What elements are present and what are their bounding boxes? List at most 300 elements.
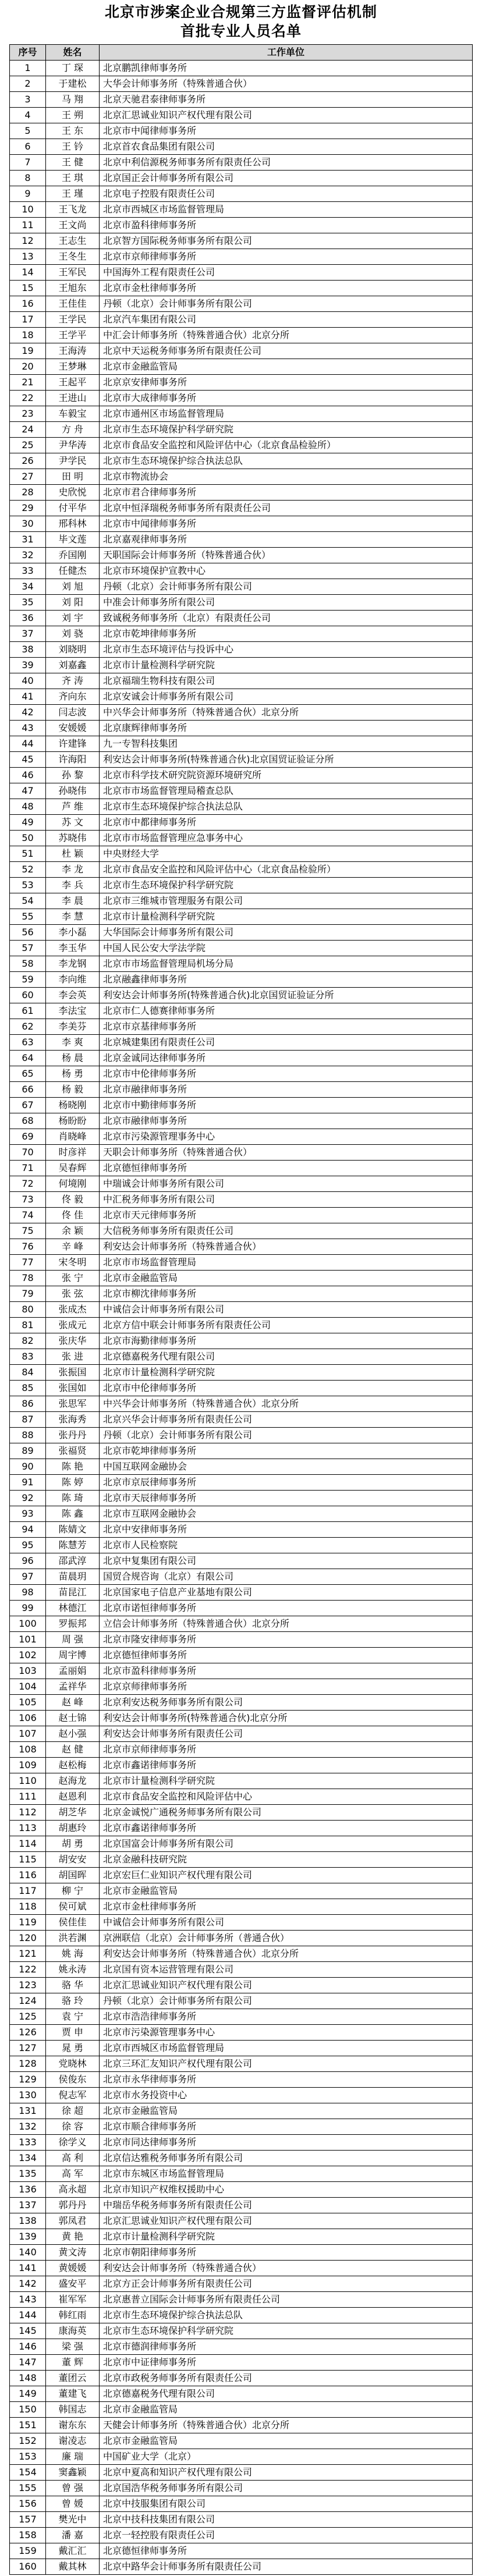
cell-name: 党晓林 [46,2056,100,2071]
table-row [10,1931,473,1946]
table-row [10,862,473,878]
table-row [10,878,473,893]
cell-no: 34 [10,579,46,594]
table-row [10,1491,473,1506]
cell-no: 115 [10,1852,46,1867]
cell-no: 94 [10,1522,46,1537]
cell-name: 李 晨 [46,893,100,909]
cell-unit: 北京市计量检测科学研究院 [100,1365,473,1380]
table-row [10,1192,473,1208]
cell-no: 119 [10,1915,46,1930]
table-row [10,658,473,673]
cell-name: 田 明 [46,469,100,484]
table-row [10,2339,473,2355]
table-row [10,1663,473,1679]
table-row [10,1302,473,1318]
cell-unit: 北京中夏高和知识产权代理有限公司 [100,2465,473,2480]
cell-name: 李法宝 [46,1003,100,1019]
cell-unit: 北京市金融监管局 [100,1271,473,1286]
table-row [10,1208,473,1223]
cell-unit: 北京市中伦律师事务所 [100,1381,473,1396]
cell-unit: 北京市融律师事务所 [100,1082,473,1097]
cell-name: 周宇博 [46,1648,100,1663]
cell-no: 138 [10,2213,46,2229]
cell-unit: 北京市互联网金融协会 [100,1506,473,1521]
table-row [10,61,473,76]
cell-no: 5 [10,123,46,139]
cell-name: 侯俊东 [46,2072,100,2087]
cell-name: 苏 文 [46,815,100,830]
cell-unit: 利安达会计师事务所有限责任公司 [100,1726,473,1741]
cell-unit: 北京市人民检察院 [100,1538,473,1553]
cell-name: 刘嘉鑫 [46,658,100,673]
cell-name: 王 健 [46,155,100,170]
cell-unit: 北京市中伦律师事务所 [100,1066,473,1081]
cell-unit: 天职国际会计师事务所（特殊普通合伙） [100,548,473,563]
table-row [10,391,473,406]
table-row [10,375,473,391]
cell-name: 方 舟 [46,422,100,437]
table-row [10,469,473,485]
cell-no: 99 [10,1601,46,1616]
cell-unit: 北京中路华会计师事务所有限责任公司 [100,2559,473,2574]
table-row [10,972,473,988]
cell-unit: 北京市东城区市场监督管理局 [100,2166,473,2181]
cell-unit: 北京中技服集团有限公司 [100,2496,473,2511]
table-row [10,2371,473,2386]
table-row [10,1066,473,1082]
cell-name: 王 东 [46,123,100,139]
cell-name: 王进山 [46,391,100,406]
table-row [10,1333,473,1349]
cell-no: 55 [10,909,46,924]
table-row [10,1632,473,1648]
cell-no: 6 [10,139,46,154]
table-row [10,233,473,249]
cell-unit: 北京市市场监督管理局稽查总队 [100,783,473,799]
cell-name: 宋冬明 [46,1255,100,1270]
cell-unit: 北京市生态环境保护综合执法总队 [100,453,473,469]
cell-no: 137 [10,2198,46,2213]
cell-unit: 北京市计量检测科学研究院 [100,2229,473,2244]
table-row [10,909,473,925]
table-row [10,2449,473,2465]
cell-name: 苏晓伟 [46,831,100,846]
cell-no: 37 [10,626,46,641]
cell-no: 2 [10,76,46,91]
cell-unit: 北京市生态环境保护科学研究院 [100,422,473,437]
cell-no: 1 [10,61,46,76]
cell-no: 104 [10,1679,46,1694]
cell-no: 89 [10,1443,46,1459]
cell-name: 张 进 [46,1349,100,1364]
cell-unit: 北京融鑫律师事务所 [100,972,473,987]
cell-no: 39 [10,658,46,673]
cell-unit: 利安达会计师事务所(特殊普通合伙)北京分所 [100,1711,473,1726]
cell-name: 李小磊 [46,925,100,940]
cell-no: 80 [10,1302,46,1317]
cell-unit: 北京市食品安全监控和风险评估中心（北京食品检验所） [100,862,473,877]
table-row [10,2072,473,2088]
table-row [10,1883,473,1899]
table-row [10,1978,473,1993]
cell-name: 廉 瑞 [46,2449,100,2464]
table-row [10,2323,473,2339]
cell-name: 付平华 [46,501,100,516]
cell-name: 罗振邦 [46,1616,100,1631]
table-row [10,328,473,343]
cell-unit: 北京市计量检测科学研究院 [100,1773,473,1789]
cell-unit: 利安达会计师事务所(特殊普通合伙)北京国贸证验证分所 [100,988,473,1003]
table-row [10,2418,473,2433]
cell-unit: 北京市中闻律师事务所 [100,123,473,139]
cell-no: 10 [10,202,46,217]
cell-unit: 丹顿（北京）会计师事务所有限公司 [100,579,473,594]
cell-name: 于建松 [46,76,100,91]
cell-name: 丁 琛 [46,61,100,76]
table-row [10,2041,473,2056]
cell-name: 姚 海 [46,1946,100,1961]
cell-unit: 北京市污染源管理事务中心 [100,1129,473,1144]
table-row [10,108,473,123]
cell-name: 侯可斌 [46,1899,100,1914]
cell-unit: 北京市金杜律师事务所 [100,1899,473,1914]
table-row [10,1821,473,1836]
cell-unit: 北京市德润律师事务所 [100,2339,473,2354]
cell-name: 吴春辉 [46,1161,100,1176]
cell-unit: 北京安诚会计师事务所有限公司 [100,689,473,704]
cell-unit: 北京金融科技研究院 [100,1852,473,1867]
cell-unit: 中瑞岳华税务师事务所有限责任公司 [100,2198,473,2213]
cell-no: 103 [10,1663,46,1679]
cell-name: 刘晓明 [46,642,100,657]
cell-unit: 国贸合规咨询（北京）有限公司 [100,1569,473,1584]
cell-name: 辛 峰 [46,1239,100,1254]
cell-no: 81 [10,1318,46,1333]
table-row [10,626,473,642]
cell-name: 赵松梅 [46,1758,100,1773]
table-row [10,2465,473,2481]
cell-unit: 天职会计师事务所（特殊普通合伙） [100,1145,473,1160]
cell-no: 130 [10,2088,46,2103]
cell-no: 23 [10,406,46,421]
table-row [10,2245,473,2261]
cell-unit: 北京市鑫诺律师事务所 [100,1821,473,1836]
table-row [10,2528,473,2543]
table-row [10,1271,473,1286]
table-row [10,2213,473,2229]
table-row [10,1522,473,1538]
cell-unit: 北京市市场监督管理局 [100,1255,473,1270]
title-line-2: 首批专业人员名单 [180,23,302,40]
cell-unit: 北京汇思诚业知识产权代理有限公司 [100,1978,473,1993]
table-row [10,1396,473,1412]
cell-name: 闫志波 [46,705,100,720]
cell-unit: 北京德嘉税务代理有限公司 [100,2386,473,2401]
cell-name: 晁 勇 [46,2041,100,2056]
cell-no: 113 [10,1821,46,1836]
table-row [10,2198,473,2213]
cell-unit: 北京市天辰律师事务所 [100,1491,473,1506]
cell-unit: 中兴华会计师事务所（特殊普通合伙）北京分所 [100,1396,473,1411]
cell-unit: 北京市永华律师事务所 [100,2072,473,2087]
table-row [10,2355,473,2371]
cell-name: 刘 骁 [46,626,100,641]
table-row [10,2119,473,2135]
cell-unit: 北京市仁人德赛律师事务所 [100,1003,473,1019]
table-row [10,1915,473,1931]
cell-unit: 北京京安律师事务所 [100,375,473,390]
table-row [10,312,473,328]
cell-name: 胡 勇 [46,1836,100,1851]
cell-no: 146 [10,2339,46,2354]
cell-name: 林德江 [46,1601,100,1616]
cell-no: 65 [10,1066,46,1081]
cell-no: 73 [10,1192,46,1207]
cell-name: 李 兵 [46,878,100,893]
table-row [10,2308,473,2323]
cell-no: 151 [10,2418,46,2433]
cell-unit: 北京市盈科律师事务所 [100,218,473,233]
cell-unit: 北京市中勤律师事务所 [100,1098,473,1113]
table-row [10,846,473,862]
cell-no: 78 [10,1271,46,1286]
cell-unit: 北京国家电子信息产业基地有限公司 [100,1585,473,1600]
table-row [10,1868,473,1883]
table-row [10,532,473,548]
cell-unit: 北京德恒律师事务所 [100,1648,473,1663]
cell-no: 27 [10,469,46,484]
cell-no: 28 [10,485,46,500]
cell-unit: 北京一轻控股有限责任公司 [100,2528,473,2543]
cell-no: 29 [10,501,46,516]
cell-unit: 中准会计师事务所有限公司 [100,595,473,610]
table-row [10,2135,473,2151]
cell-name: 邢科林 [46,516,100,531]
cell-no: 144 [10,2308,46,2323]
cell-no: 105 [10,1695,46,1710]
table-row [10,1616,473,1632]
cell-name: 杜 颖 [46,846,100,861]
cell-name: 袁 宁 [46,2009,100,2024]
cell-unit: 北京德恒律师事务所 [100,2543,473,2559]
cell-no: 16 [10,296,46,311]
table-row [10,359,473,375]
cell-unit: 北京利安达税务师事务所有限公司 [100,1695,473,1710]
cell-no: 140 [10,2245,46,2260]
cell-no: 135 [10,2166,46,2181]
cell-name: 洪若渊 [46,1931,100,1946]
cell-unit: 北京福瑞生物科技有限公司 [100,673,473,689]
cell-no: 132 [10,2119,46,2134]
cell-name: 何境刚 [46,1176,100,1191]
cell-unit: 北京金诚同达律师事务所 [100,1051,473,1066]
cell-name: 王文尚 [46,218,100,233]
cell-no: 108 [10,1742,46,1757]
cell-no: 91 [10,1475,46,1490]
cell-unit: 北京市京师律师事务所 [100,1742,473,1757]
cell-no: 31 [10,532,46,547]
cell-unit: 北京嘉观律师事务所 [100,532,473,547]
table-row [10,1962,473,1978]
cell-name: 徐学义 [46,2135,100,2150]
cell-no: 68 [10,1113,46,1129]
cell-name: 黄媛媛 [46,2261,100,2276]
cell-unit: 北京宏巨仁业知识产权代理有限公司 [100,1868,473,1883]
table-row [10,689,473,705]
table-row [10,1946,473,1962]
cell-name: 李美芬 [46,1019,100,1034]
table-row [10,1239,473,1255]
table-row [10,2103,473,2119]
cell-no: 20 [10,359,46,374]
cell-name: 张庆华 [46,1333,100,1349]
cell-name: 盛安平 [46,2276,100,2291]
table-row [10,721,473,736]
table-row [10,1805,473,1821]
cell-no: 12 [10,233,46,249]
table-row [10,2559,473,2575]
cell-no: 35 [10,595,46,610]
cell-no: 76 [10,1239,46,1254]
table-row [10,2386,473,2402]
table-row [10,406,473,422]
cell-name: 王梦琳 [46,359,100,374]
cell-name: 陈 鑫 [46,1506,100,1521]
table-row [10,2182,473,2198]
cell-unit: 北京中安律师事务所 [100,1522,473,1537]
cell-name: 康海英 [46,2323,100,2339]
table-row [10,155,473,171]
cell-name: 胡安安 [46,1852,100,1867]
table-row [10,1003,473,1019]
cell-unit: 北京市中证律师事务所 [100,2355,473,2370]
cell-no: 43 [10,721,46,736]
cell-unit: 北京市生态环境保护科学研究院 [100,878,473,893]
cell-name: 孙晓伟 [46,783,100,799]
cell-no: 145 [10,2323,46,2339]
cell-unit: 大信税务师事务所有限责任公司 [100,1223,473,1239]
cell-no: 22 [10,391,46,406]
cell-unit: 中兴华会计师事务所（特殊普通合伙）北京分所 [100,705,473,720]
personnel-table [9,44,473,2575]
cell-no: 49 [10,815,46,830]
cell-no: 33 [10,563,46,579]
cell-unit: 利安达会计师事务所（特殊普通合伙）北京分所 [100,1946,473,1961]
cell-no: 148 [10,2371,46,2386]
cell-name: 毕文莲 [46,532,100,547]
cell-unit: 北京天驰君泰律师事务所 [100,92,473,107]
cell-name: 孟祥华 [46,1679,100,1694]
table-row [10,1098,473,1113]
table-row [10,281,473,296]
table-row [10,202,473,218]
cell-name: 戴汇汇 [46,2543,100,2559]
table-row [10,123,473,139]
cell-no: 156 [10,2496,46,2511]
cell-unit: 北京金诚悦广通税务师事务所有限公司 [100,1805,473,1820]
cell-name: 陈 婷 [46,1475,100,1490]
table-row [10,2166,473,2182]
cell-name: 贾 申 [46,2025,100,2040]
cell-unit: 北京市物流协会 [100,469,473,484]
cell-name: 赵海龙 [46,1773,100,1789]
cell-no: 160 [10,2559,46,2574]
cell-name: 高永超 [46,2182,100,2197]
cell-no: 70 [10,1145,46,1160]
table-row [10,1381,473,1396]
cell-name: 侯佳佳 [46,1915,100,1930]
cell-no: 32 [10,548,46,563]
table-row [10,579,473,595]
cell-name: 许建锋 [46,736,100,751]
cell-unit: 北京市京师律师事务所 [100,249,473,264]
table-row [10,1349,473,1365]
cell-name: 黄 艳 [46,2229,100,2244]
cell-name: 张海秀 [46,1412,100,1427]
cell-no: 26 [10,453,46,469]
table-row [10,296,473,312]
table-row [10,988,473,1003]
cell-unit: 中国互联网金融协会 [100,1459,473,1474]
cell-unit: 中国矿业大学（北京） [100,2449,473,2464]
cell-unit: 北京市金融监管局 [100,2433,473,2449]
cell-unit: 中国人民公安大学法学院 [100,941,473,956]
cell-no: 4 [10,108,46,123]
cell-unit: 北京信达雅税务师事务所有限公司 [100,2151,473,2166]
table-row [10,1428,473,1443]
cell-unit: 北京市大成律师事务所 [100,391,473,406]
table-row [10,1679,473,1695]
cell-unit: 北京中天运税务师事务所有限责任公司 [100,343,473,359]
cell-no: 51 [10,846,46,861]
cell-name: 董 辉 [46,2355,100,2370]
cell-name: 陈慧芳 [46,1538,100,1553]
cell-unit: 北京汇思诚业知识产权代理有限公司 [100,2213,473,2229]
table-row [10,673,473,689]
cell-name: 韩红雨 [46,2308,100,2323]
cell-no: 120 [10,1931,46,1946]
table-row [10,941,473,956]
cell-no: 155 [10,2481,46,2496]
cell-no: 44 [10,736,46,751]
cell-name: 苗昆江 [46,1585,100,1600]
cell-unit: 北京市融律师事务所 [100,1113,473,1129]
header-no: 序号 [10,45,46,60]
cell-unit: 北京市朝阳律师事务所 [100,2245,473,2260]
cell-no: 139 [10,2229,46,2244]
cell-unit: 大华国际会计师事务所有限公司 [100,925,473,940]
cell-name: 刘 旭 [46,579,100,594]
cell-no: 48 [10,799,46,814]
cell-name: 王海涛 [46,343,100,359]
table-row [10,642,473,658]
cell-no: 52 [10,862,46,877]
cell-name: 齐向东 [46,689,100,704]
cell-unit: 丹顿（北京）会计师事务所有限公司 [100,1428,473,1443]
cell-name: 赵小强 [46,1726,100,1741]
cell-no: 66 [10,1082,46,1097]
table-row [10,1695,473,1711]
cell-name: 崔军军 [46,2292,100,2307]
cell-no: 128 [10,2056,46,2071]
cell-name: 杨晓刚 [46,1098,100,1113]
cell-no: 11 [10,218,46,233]
cell-unit: 九一专智科技集团 [100,736,473,751]
table-row [10,2088,473,2103]
cell-no: 42 [10,705,46,720]
table-row [10,1129,473,1145]
